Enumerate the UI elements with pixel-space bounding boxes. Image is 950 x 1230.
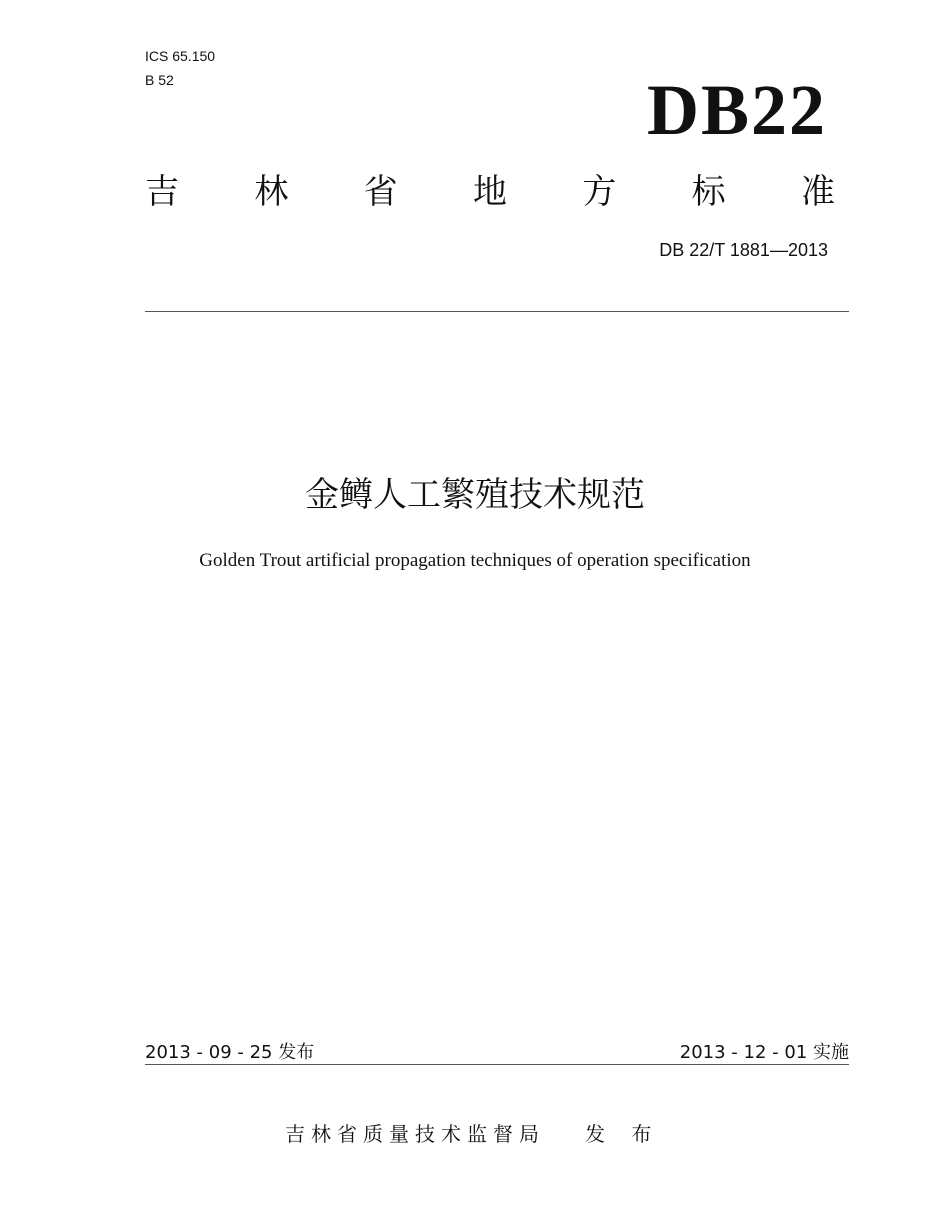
ics-code: ICS 65.150 — [145, 48, 216, 64]
standard-type-char: 吉 — [145, 172, 179, 212]
issuer-row — [285, 1120, 661, 1148]
bottom-divider — [145, 1064, 849, 1065]
document-title-english: Golden Trout artificial propagation techniques of operation specification — [199, 550, 751, 571]
standard-type-char: 省 — [363, 172, 398, 212]
issue-date: 2013 - 09 - 25 发布 — [145, 1042, 315, 1063]
standard-type-char: 准 — [800, 172, 835, 212]
top-divider — [145, 311, 849, 312]
standard-type-char: 林 — [254, 172, 289, 212]
date-row — [145, 1041, 849, 1065]
standard-type-heading — [145, 170, 835, 214]
document-title-chinese: 金鳟人工繁殖技术规范 — [305, 475, 645, 515]
standard-logo: DB22 — [646, 70, 827, 150]
standard-number: DB 22/T 1881—2013 — [659, 240, 828, 260]
issuing-authority: 吉林省质量技术监督局 — [285, 1122, 545, 1146]
standard-type-char: 标 — [691, 172, 726, 212]
issue-label: 发 布 — [585, 1122, 662, 1146]
effective-date: 2013 - 12 - 01 实施 — [679, 1042, 849, 1063]
classification-codes — [145, 44, 215, 92]
ccs-code: B 52 — [145, 72, 174, 88]
standard-type-char: 地 — [472, 172, 507, 212]
standard-type-char: 方 — [582, 172, 617, 212]
